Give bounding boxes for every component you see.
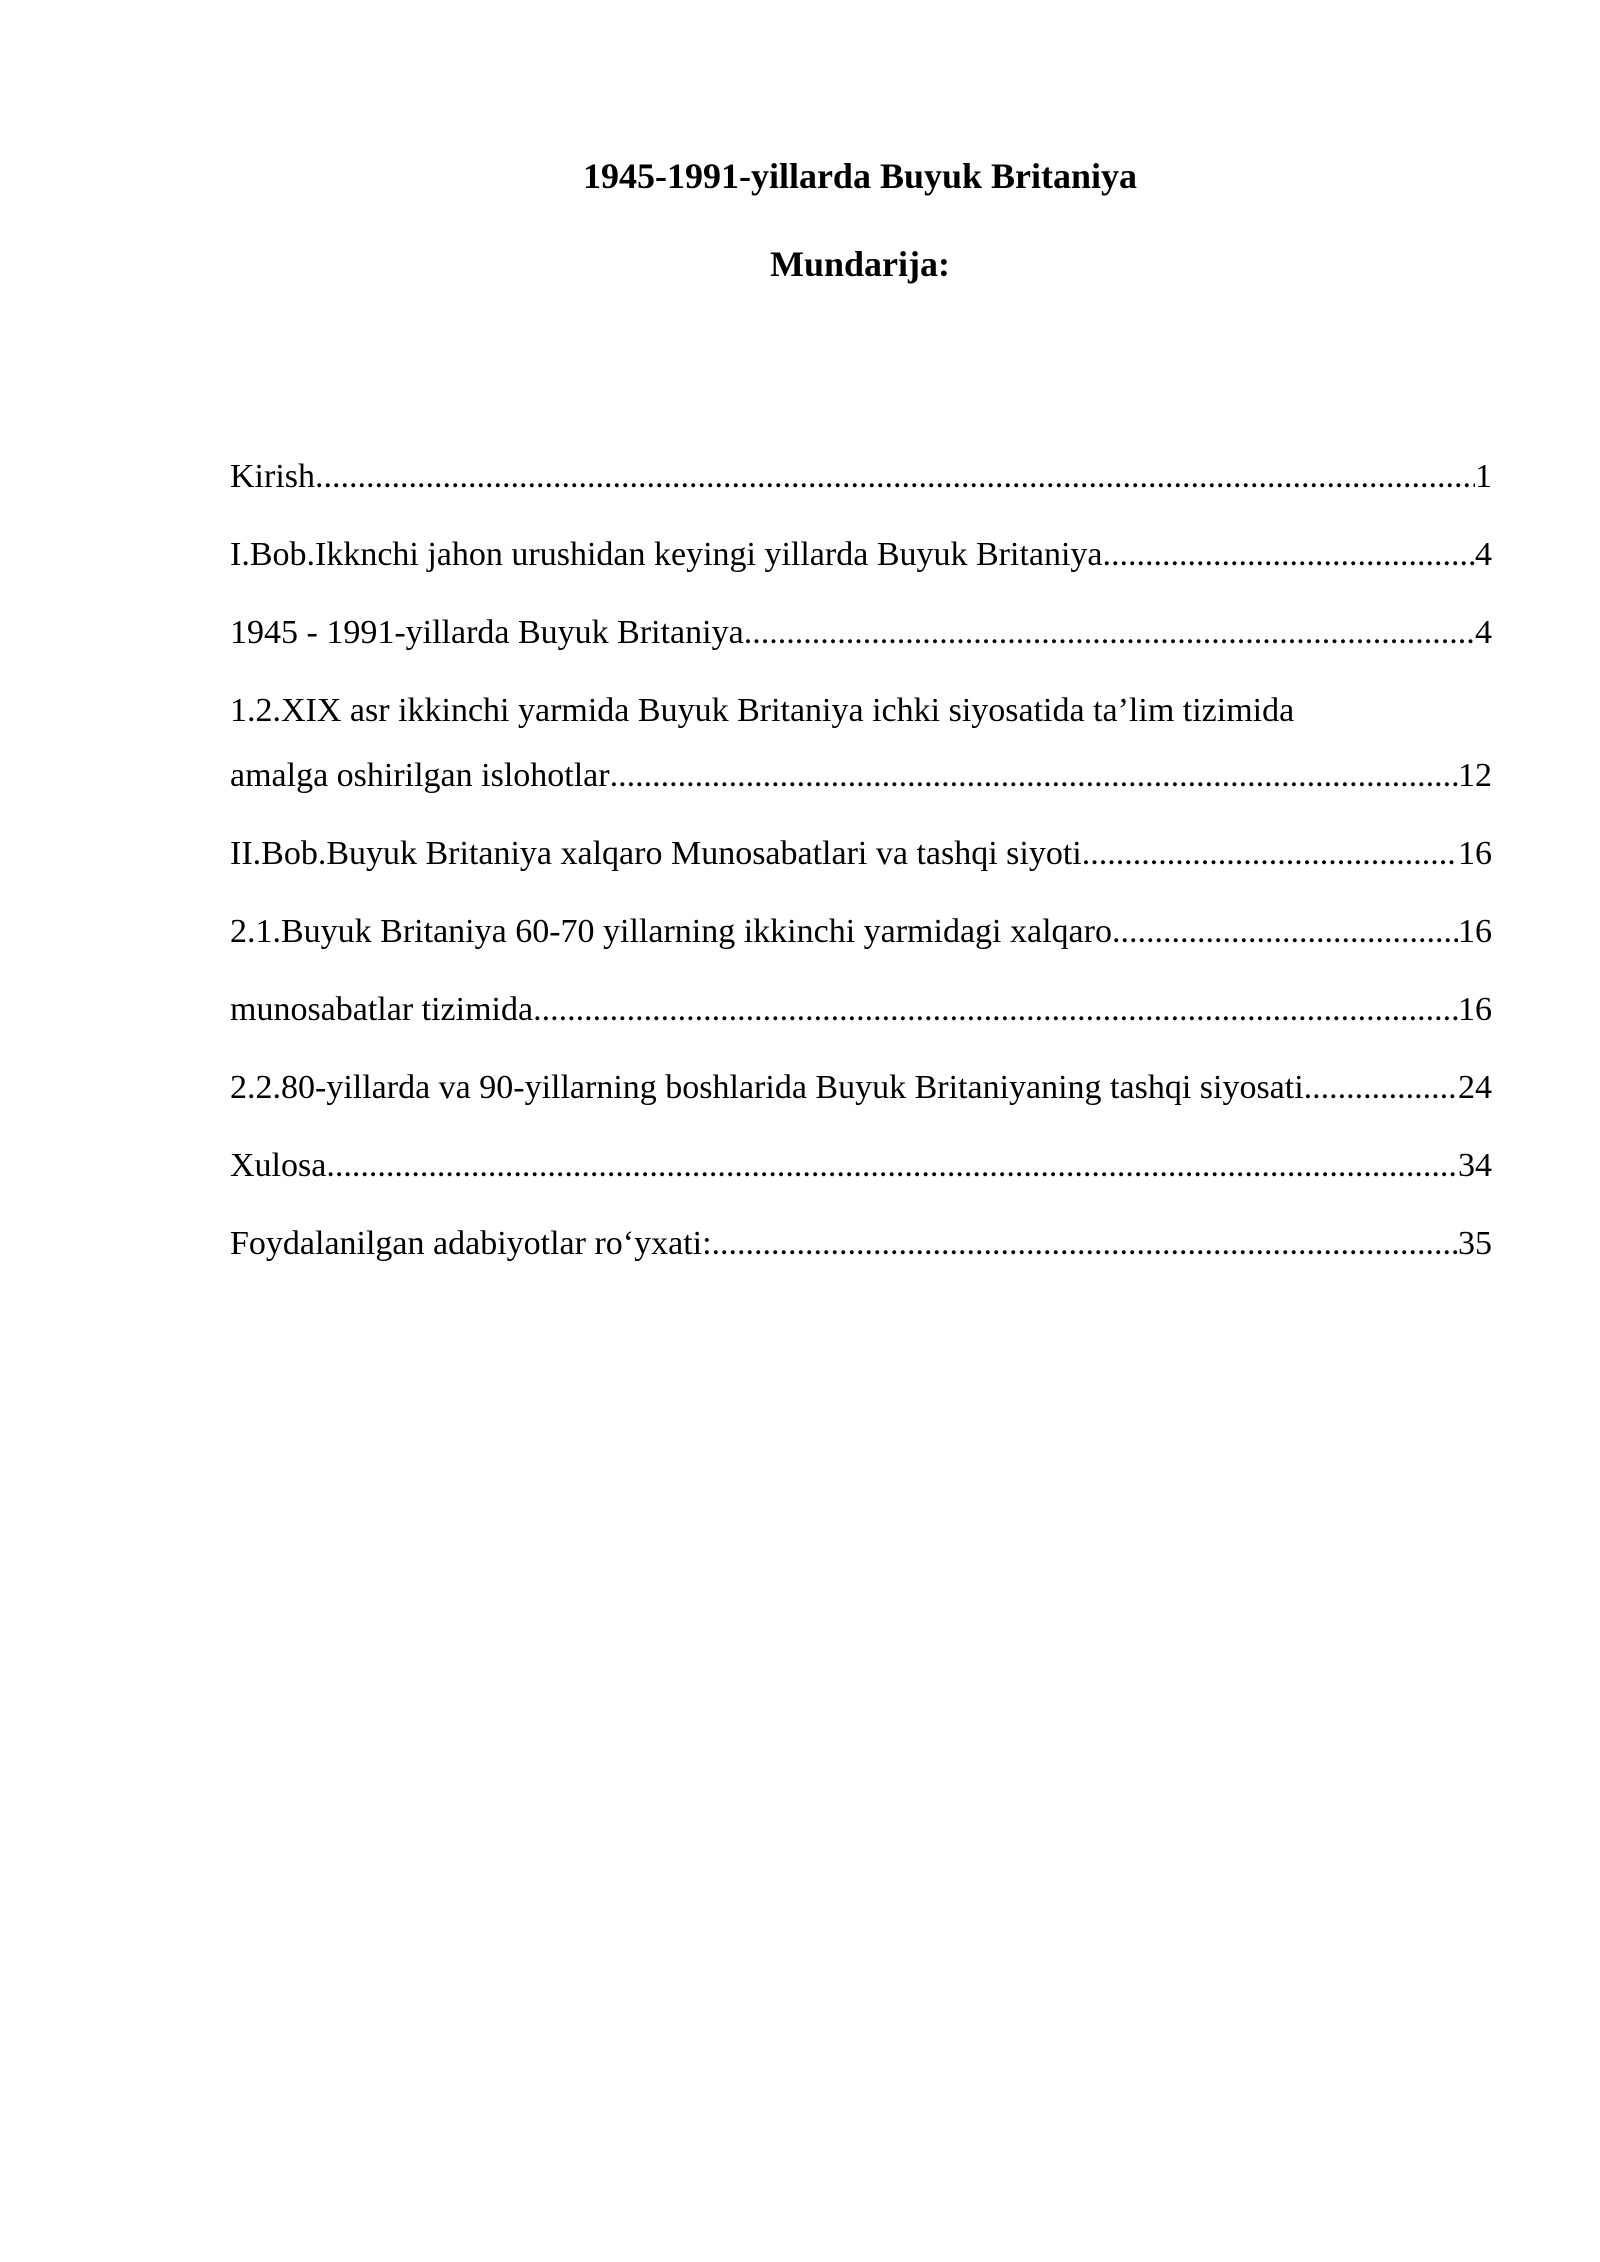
toc-page-number: 16 — [1458, 991, 1492, 1028]
toc-page-number: 35 — [1458, 1225, 1492, 1262]
toc-page-number: 1 — [1475, 458, 1492, 495]
toc-dot-leader — [326, 1144, 1458, 1188]
toc-page-number: 16 — [1458, 913, 1492, 950]
toc-entry-label: Xulosa — [230, 1147, 327, 1184]
toc-page-number: 34 — [1458, 1147, 1492, 1184]
toc-dot-leader — [1112, 910, 1458, 954]
toc-entry-section-1-2[interactable] — [230, 689, 1492, 798]
toc-dot-leader — [610, 754, 1458, 798]
toc-entry-kirish[interactable] — [230, 455, 1492, 499]
toc-page-number: 16 — [1458, 835, 1492, 872]
toc-dot-leader — [533, 988, 1458, 1032]
toc-entry-section-2-1[interactable] — [230, 910, 1492, 954]
toc-dot-leader — [1082, 832, 1458, 876]
toc-entry-xulosa[interactable] — [230, 1144, 1492, 1188]
toc-page-number: 24 — [1458, 1069, 1492, 1106]
document-title: 1945-1991-yillarda Buyuk Britaniya — [582, 156, 1138, 196]
toc-page-number: 4 — [1475, 614, 1492, 651]
toc-entry-chapter-1[interactable] — [230, 533, 1492, 577]
toc-dot-leader — [744, 611, 1475, 655]
toc-page-number: 4 — [1475, 536, 1492, 573]
toc-entry-section-2-1-cont[interactable] — [230, 988, 1492, 1032]
toc-entry-label: 1945 - 1991-yillarda Buyuk Britaniya — [230, 614, 744, 651]
toc-dot-leader — [1103, 533, 1475, 577]
toc-entry-label: munosabatlar tizimida — [230, 991, 534, 1028]
table-of-contents — [230, 455, 1492, 1300]
toc-entry-label: Foydalanilgan adabiyotlar ro‘yxati: — [230, 1225, 712, 1262]
toc-entry-chapter-2[interactable] — [230, 832, 1492, 876]
toc-entry-label: II.Bob.Buyuk Britaniya xalqaro Munosabatlari va tashqi siyoti — [230, 835, 1082, 872]
toc-entry-label-line-1: 1.2.XIX asr ikkinchi yarmida Buyuk Britaniya ichki siyosatida ta’lim tizimida — [230, 692, 1295, 729]
toc-entry-section-1-1[interactable] — [230, 611, 1492, 655]
toc-dot-leader — [712, 1222, 1458, 1266]
toc-entry-label: I.Bob.Ikknchi jahon urushidan keyingi yillarda Buyuk Britaniya — [230, 536, 1103, 573]
toc-dot-leader — [315, 455, 1475, 499]
toc-entry-bibliography[interactable] — [230, 1222, 1492, 1266]
toc-dot-leader — [1304, 1066, 1458, 1110]
toc-entry-section-2-2[interactable] — [230, 1066, 1492, 1110]
toc-entry-label: 2.1.Buyuk Britaniya 60-70 yillarning ikkinchi yarmidagi xalqaro — [230, 913, 1112, 950]
toc-entry-label: 2.2.80-yillarda va 90-yillarning boshlarida Buyuk Britaniyaning tashqi siyosati — [230, 1069, 1304, 1106]
toc-entry-label: Kirish — [230, 458, 315, 495]
table-of-contents-heading: Mundarija: — [770, 244, 950, 284]
toc-page-number: 12 — [1458, 757, 1492, 794]
toc-entry-label: amalga oshirilgan islohotlar — [230, 757, 610, 794]
